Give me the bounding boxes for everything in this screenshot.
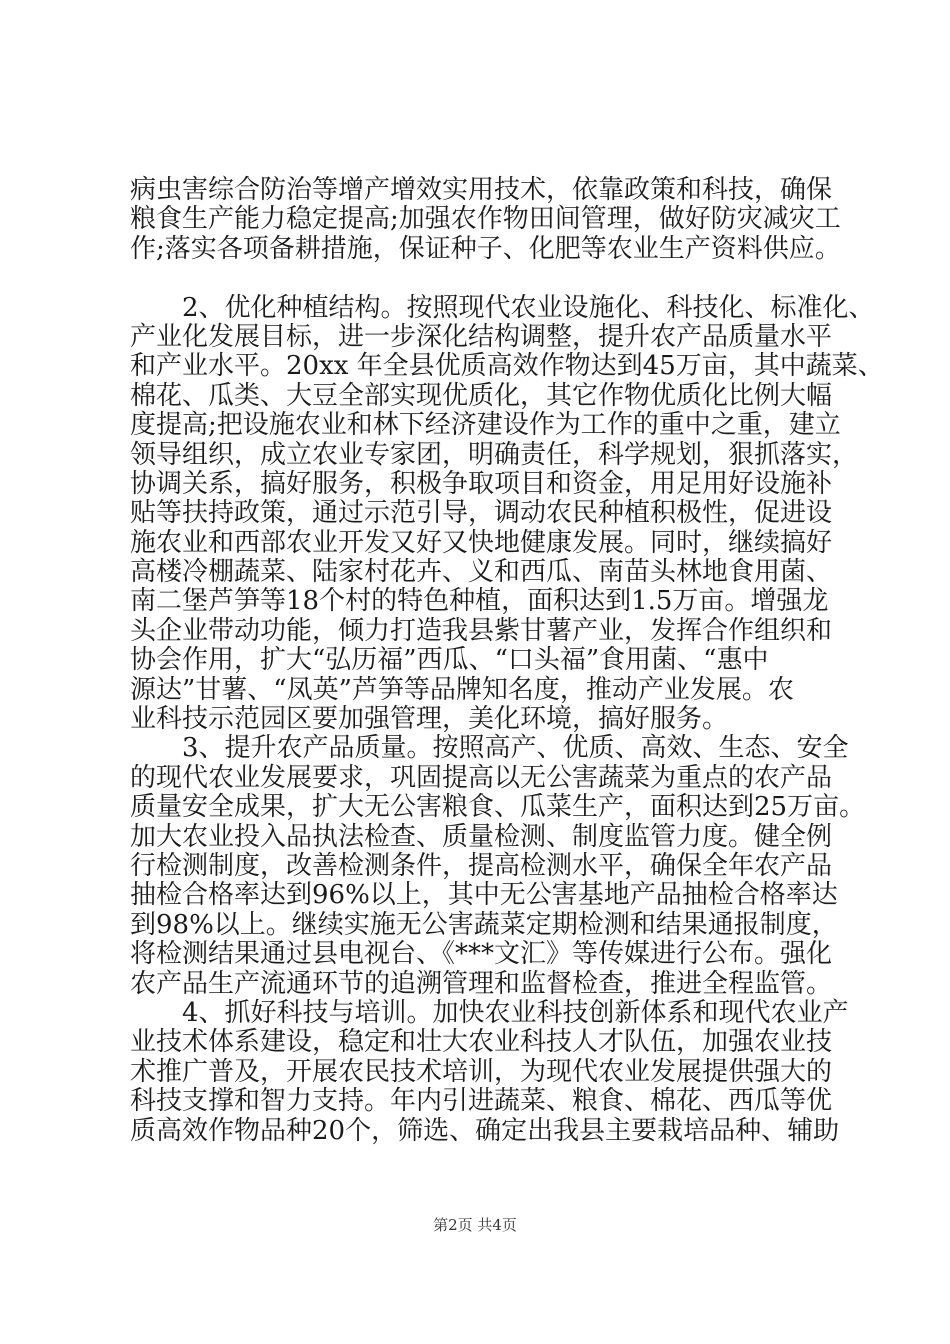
paragraph-4 [130,997,849,1146]
text-line: 质量安全成果，扩大无公害粮食、瓜菜生产，面积达到25万亩。 [130,792,866,823]
text-line: 术推广普及，开展农民技术培训，为现代农业发展提供强大的 [130,1056,833,1087]
text-line: 度提高;把设施农业和林下经济建设作为工作的重中之重，建立 [130,410,841,441]
text-line: 4、抓好科技与培训。加快农业科技创新体系和现代农业产 [130,997,849,1028]
text-line: 加大农业投入品执法检查、质量检测、制度监管力度。健全例 [130,821,833,852]
document-body [130,175,884,1146]
text-line: 源达”甘薯、“凤英”芦笋等品牌知名度，推动产业发展。农 [130,674,794,705]
text-line: 施农业和西部农业开发又好又快地健康发展。同时，继续搞好 [130,527,833,558]
text-line: 棉花、瓜类、大豆全部实现优质化，其它作物优质化比例大幅 [130,380,833,411]
text-line: 抽检合格率达到96%以上，其中无公害基地产品抽检合格率达 [130,880,838,911]
text-line: 3、提升农产品质量。按照高产、优质、高效、生态、安全 [130,733,849,764]
text-line: 业科技示范园区要加强管理，美化环境，搞好服务。 [130,704,729,735]
paragraph-gap [130,264,830,293]
text-line: 和产业水平。20xx 年全县优质高效作物达到45万亩，其中蔬菜、 [130,351,884,382]
paragraph-2 [130,292,884,735]
page-number: 第2页 共4页 [433,1216,517,1234]
text-line: 协会作用，扩大“弘历福”西瓜、“口头福”食用菌、“惠中 [130,645,769,676]
text-line: 南二堡芦笋等18个村的特色种植，面积达到1.5万亩。增强龙 [130,586,829,617]
text-line: 作;落实各项备耕措施，保证种子、化肥等农业生产资料供应。 [130,233,841,264]
text-line: 产业化发展目标，进一步深化结构调整，提升农产品质量水平 [130,321,833,352]
text-line: 科技支撑和智力支持。年内引进蔬菜、粮食、棉花、西瓜等优 [130,1086,833,1117]
text-line: 贴等扶持政策，通过示范引导，调动农民种植积极性，促进设 [130,498,833,529]
paragraph-1 [130,175,841,264]
text-line: 病虫害综合防治等增产增效实用技术，依靠政策和科技，确保 [130,175,833,205]
text-line: 高楼冷棚蔬菜、陆家村花卉、义和西瓜、南苗头林地食用菌、 [130,557,833,588]
text-line: 粮食生产能力稳定提高;加强农作物田间管理，做好防灾减灾工 [130,204,841,235]
text-line: 领导组织，成立农业专家团，明确责任，科学规划，狠抓落实， [130,439,859,470]
text-line: 2、优化种植结构。按照现代农业设施化、科技化、标准化、 [130,292,875,323]
text-line: 协调关系，搞好服务，积极争取项目和资金，用足用好设施补 [130,468,833,499]
text-line: 业技术体系建设，稳定和壮大农业科技人才队伍，加强农业技 [130,1027,833,1058]
text-line: 到98%以上。继续实施无公害蔬菜定期检测和结果通报制度， [130,909,838,940]
paragraph-3 [130,733,866,999]
text-line: 农产品生产流通环节的追溯管理和监督检查，推进全程监管。 [130,968,833,999]
text-line: 将检测结果通过县电视台、《***文汇》等传媒进行公布。强化 [130,939,833,970]
text-line: 头企业带动功能，倾力打造我县紫甘薯产业，发挥合作组织和 [130,615,833,646]
text-line: 行检测制度，改善检测条件，提高检测水平，确保全年农产品 [130,850,833,881]
text-line: 质高效作物品种20个，筛选、确定出我县主要栽培品种、辅助 [130,1115,840,1146]
text-line: 的现代农业发展要求，巩固提高以无公害蔬菜为重点的农产品 [130,762,833,793]
page-footer [0,1214,950,1235]
